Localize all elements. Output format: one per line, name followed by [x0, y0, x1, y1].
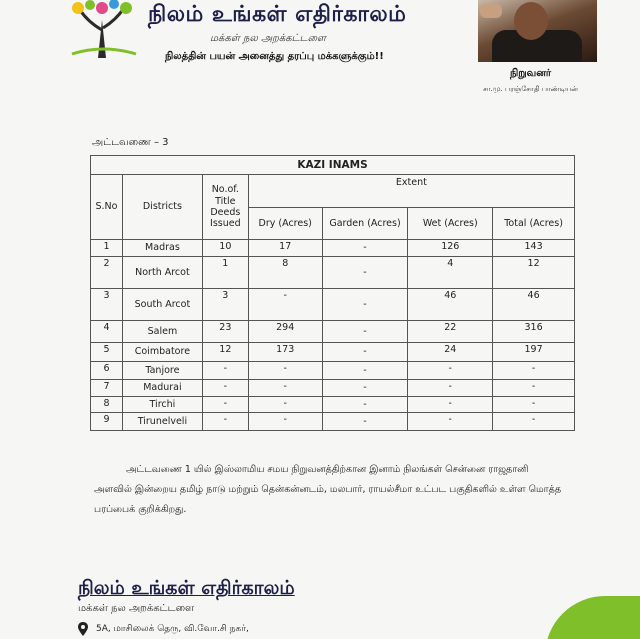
header-extent: Extent [248, 175, 574, 208]
cell-sno: 5 [91, 343, 123, 362]
cell-garden: - [322, 362, 408, 380]
cell-total: - [493, 413, 575, 431]
cell-deeds: - [202, 397, 248, 413]
cell-garden: - [322, 321, 408, 343]
cell-district: Tanjore [122, 362, 202, 380]
cell-wet: 24 [408, 343, 493, 362]
table-row [91, 321, 575, 343]
table-row [91, 380, 575, 397]
cell-dry: 173 [248, 343, 322, 362]
location-pin-icon [78, 622, 88, 636]
cell-garden: - [322, 257, 408, 289]
green-swoosh-decoration [545, 596, 640, 639]
photo-face [514, 2, 548, 40]
cell-total: - [493, 380, 575, 397]
cell-wet: 4 [408, 257, 493, 289]
cell-sno: 4 [91, 321, 123, 343]
description-paragraph: அட்டவணை 1 யில் இஸ்லாமிய சமய நிறுவனத்திற்கான இனாம் நிலங்கள் சென்னை ராஜதானி அளவில் இன்றைய தமிழ் நாடு மற்றும் தென்கன்னடம், மலபார், ராயல்சீமா உட்பட பகுதிகளில் உள்ள மொத்த பரப்பைக் குறிக்கிறது. [94, 464, 562, 515]
table-row [91, 240, 575, 257]
header-total: Total (Acres) [493, 208, 575, 240]
table-reference: அட்டவணை – 3 [92, 137, 169, 148]
cell-district: Salem [122, 321, 202, 343]
cell-dry: - [248, 289, 322, 321]
founder-name: சா.மு. பரஞ்சோதி பாண்டியன் [483, 85, 578, 93]
cell-wet: - [408, 413, 493, 431]
tree-logo-icon [68, 0, 138, 60]
cell-garden: - [322, 380, 408, 397]
cell-sno: 8 [91, 397, 123, 413]
cell-dry: - [248, 380, 322, 397]
header-dry: Dry (Acres) [248, 208, 322, 240]
header-deeds: No.of. Title Deeds Issued [202, 175, 248, 240]
cell-wet: 22 [408, 321, 493, 343]
cell-dry: - [248, 413, 322, 431]
cell-wet: 126 [408, 240, 493, 257]
kazi-inams-table [90, 155, 575, 431]
cell-district: South Arcot [122, 289, 202, 321]
org-subtitle: மக்கள் நல அறக்கட்டளை [210, 33, 327, 44]
cell-deeds: - [202, 362, 248, 380]
org-motto: நிலத்தின் பயன் அனைத்து தரப்பு மக்களுக்கும்!! [165, 51, 384, 62]
cell-total: 12 [493, 257, 575, 289]
cell-district: Tirchi [122, 397, 202, 413]
founder-title: நிறுவனர் [510, 68, 552, 79]
cell-deeds: 12 [202, 343, 248, 362]
table-body [91, 240, 575, 431]
cell-total: 143 [493, 240, 575, 257]
cell-dry: 8 [248, 257, 322, 289]
cell-sno: 6 [91, 362, 123, 380]
cell-garden: - [322, 397, 408, 413]
cell-garden: - [322, 289, 408, 321]
cell-wet: - [408, 362, 493, 380]
cell-district: North Arcot [122, 257, 202, 289]
cell-deeds: 23 [202, 321, 248, 343]
cell-total: - [493, 362, 575, 380]
cell-wet: - [408, 397, 493, 413]
table-row [91, 257, 575, 289]
cell-district: Madras [122, 240, 202, 257]
founder-photo [478, 0, 597, 62]
cell-sno: 9 [91, 413, 123, 431]
cell-total: - [493, 397, 575, 413]
footer-title: நிலம் உங்கள் எதிர்காலம் [78, 577, 295, 599]
cell-sno: 3 [91, 289, 123, 321]
cell-dry: - [248, 397, 322, 413]
cell-total: 46 [493, 289, 575, 321]
cell-garden: - [322, 240, 408, 257]
cell-total: 197 [493, 343, 575, 362]
org-title: நிலம் உங்கள் எதிர்காலம் [148, 2, 407, 27]
footer-subtitle: மக்கள் நல அறக்கட்டளை [78, 603, 195, 614]
table-caption: KAZI INAMS [91, 156, 575, 175]
cell-sno: 7 [91, 380, 123, 397]
cell-deeds: - [202, 413, 248, 431]
header-wet: Wet (Acres) [408, 208, 493, 240]
cell-wet: - [408, 380, 493, 397]
cell-garden: - [322, 343, 408, 362]
cell-deeds: 10 [202, 240, 248, 257]
cell-district: Tirunelveli [122, 413, 202, 431]
header-garden: Garden (Acres) [322, 208, 408, 240]
table-row [91, 362, 575, 380]
table-row [91, 413, 575, 431]
table-row [91, 289, 575, 321]
cell-garden: - [322, 413, 408, 431]
cell-deeds: 3 [202, 289, 248, 321]
table-row [91, 397, 575, 413]
cell-wet: 46 [408, 289, 493, 321]
header-districts: Districts [122, 175, 202, 240]
cell-dry: 17 [248, 240, 322, 257]
cell-district: Coimbatore [122, 343, 202, 362]
photo-hand [480, 4, 502, 18]
cell-deeds: 1 [202, 257, 248, 289]
cell-total: 316 [493, 321, 575, 343]
cell-district: Madurai [122, 380, 202, 397]
footer-address: 5A, மாசிலைக் தெரு, வி.வோ.சி நகர், [96, 624, 249, 634]
table-row [91, 343, 575, 362]
cell-dry: 294 [248, 321, 322, 343]
cell-sno: 2 [91, 257, 123, 289]
header-sno: S.No [91, 175, 123, 240]
cell-sno: 1 [91, 240, 123, 257]
cell-deeds: - [202, 380, 248, 397]
cell-dry: - [248, 362, 322, 380]
